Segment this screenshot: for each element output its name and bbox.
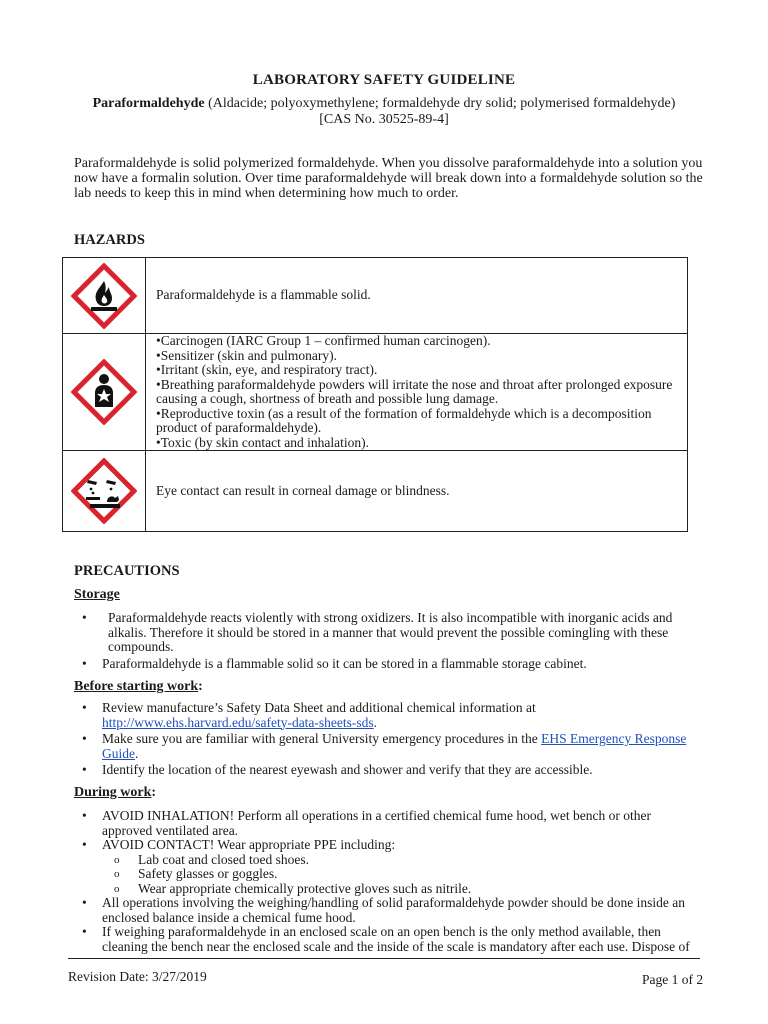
list-item: • Make sure you are familiar with general University emergency procedures in the EHS Emergency Response Guide. xyxy=(82,731,687,761)
health-hazard-pictogram-icon xyxy=(71,359,137,425)
bullet-icon: • xyxy=(82,731,87,746)
circle-bullet-icon: o xyxy=(114,868,120,880)
chemical-subtitle xyxy=(0,96,768,112)
before-work-heading: Before starting work: xyxy=(74,679,203,694)
hazard-row xyxy=(63,334,688,451)
bullet-icon: • xyxy=(82,895,87,910)
emergency-guide-link[interactable]: EHS Emergency Response Guide xyxy=(102,731,687,761)
during-work-list xyxy=(74,809,700,954)
document-title: LABORATORY SAFETY GUIDELINE xyxy=(252,72,516,88)
bullet-icon: • xyxy=(82,700,87,715)
chemical-synonyms: (Aldacide; polyoxymethylene; formaldehyde dry solid; polymerised formaldehyde) xyxy=(204,96,676,111)
cas-number: [CAS No. 30525-89-4] xyxy=(319,112,449,127)
circle-bullet-icon: o xyxy=(114,882,120,895)
ppe-sublist xyxy=(102,853,700,897)
chemical-name: Paraformaldehyde xyxy=(92,96,205,111)
flame-pictogram-icon xyxy=(71,263,137,329)
storage-heading: Storage xyxy=(74,587,120,602)
hazard-row xyxy=(63,258,688,334)
sublist-item: o Lab coat and closed toed shoes. xyxy=(114,851,309,867)
hazard-bullet: •Breathing paraformaldehyde powders will irritate the nose and throat after prolonged exposure causing a cough, shortness of breath and possible lung damage. xyxy=(156,376,673,406)
sublist-item: o Safety glasses or goggles. xyxy=(114,866,278,881)
hazard-description-list xyxy=(146,334,688,451)
list-item: • Review manufacture’s Safety Data Sheet and additional chemical information at http://www.ehs.harvard.edu/safety-data-sheets-sds. xyxy=(82,700,536,730)
bullet-icon: • xyxy=(82,837,87,852)
before-work-list xyxy=(74,701,700,778)
list-item: • AVOID CONTACT! Wear appropriate PPE including: o Lab coat and closed toed shoes. o Safety glasses or goggles. o Wear appropriate chemically protective gloves such as nitrile. xyxy=(74,838,700,896)
list-item: • All operations involving the weighing/handling of solid paraformaldehyde powder should be done inside an enclosed balance inside a chemical fume hood. xyxy=(82,895,686,925)
hazard-description: Paraformaldehyde is a flammable solid. xyxy=(146,258,688,334)
page-number: Page 1 of 2 xyxy=(642,972,704,987)
list-item: • If weighing paraformaldehyde in an enclosed scale on an open bench is the only method available, then cleaning the bench near the enclosed scale and the inside of the scale is mandatory after each use. Dispose of xyxy=(82,924,690,954)
hazard-description: Eye contact can result in corneal damage or blindness. xyxy=(146,451,688,532)
hazard-bullet: •Sensitizer (skin and pulmonary). xyxy=(156,347,337,363)
sds-link[interactable]: http://www.ehs.harvard.edu/safety-data-sheets-sds xyxy=(102,714,374,730)
corrosion-pictogram-icon xyxy=(71,458,137,524)
intro-paragraph: Paraformaldehyde is solid polymerized formaldehyde. When you dissolve paraformaldehyde into a solution you now have a formalin solution. Over time paraformaldehyde will break down into a formaldehyde solution so the lab needs to keep this in mind when determining how much to order. xyxy=(74,156,703,201)
hazard-bullet: •Toxic (by skin contact and inhalation). xyxy=(156,434,369,450)
bullet-icon: • xyxy=(82,762,87,777)
list-item: • Identify the location of the nearest eyewash and shower and verify that they are accessible. xyxy=(82,762,593,777)
storage-list xyxy=(74,611,694,671)
hazard-icon-cell xyxy=(63,451,146,532)
bullet-icon: • xyxy=(82,610,87,625)
hazard-bullet: •Irritant (skin, eye, and respiratory tract). xyxy=(156,362,378,377)
bullet-icon: • xyxy=(82,808,87,823)
hazard-icon-cell xyxy=(63,334,146,451)
during-work-heading: During work: xyxy=(74,785,157,800)
hazard-bullet: •Reproductive toxin (as a result of the formation of formaldehyde which is a decomposition product of paraformaldehyde). xyxy=(156,405,652,435)
bullet-icon: • xyxy=(82,655,87,671)
hazard-bullet: •Carcinogen (IARC Group 1 – confirmed human carcinogen). xyxy=(156,333,491,348)
precautions-heading: PRECAUTIONS xyxy=(74,563,180,579)
list-item: • Paraformaldehyde reacts violently with strong oxidizers. It is also incompatible with inorganic acids and alkalis. Therefore it should be stored in a manner that would prevent the possible comingling with these compounds. xyxy=(82,610,673,654)
revision-date: Revision Date: 3/27/2019 xyxy=(68,969,207,984)
circle-bullet-icon: o xyxy=(114,853,120,866)
hazard-icon-cell xyxy=(63,258,146,334)
list-item: • Paraformaldehyde is a flammable solid so it can be stored in a flammable storage cabinet. xyxy=(82,655,587,671)
footer-divider xyxy=(68,958,700,959)
list-item: • AVOID INHALATION! Perform all operations in a certified chemical fume hood, wet bench or other approved ventilated area. xyxy=(82,808,651,838)
sublist-item: o Wear appropriate chemically protective gloves such as nitrile. xyxy=(114,880,472,896)
hazard-row xyxy=(63,451,688,532)
hazards-heading: HAZARDS xyxy=(74,232,145,248)
bullet-icon: • xyxy=(82,924,87,939)
hazards-table xyxy=(62,257,688,532)
